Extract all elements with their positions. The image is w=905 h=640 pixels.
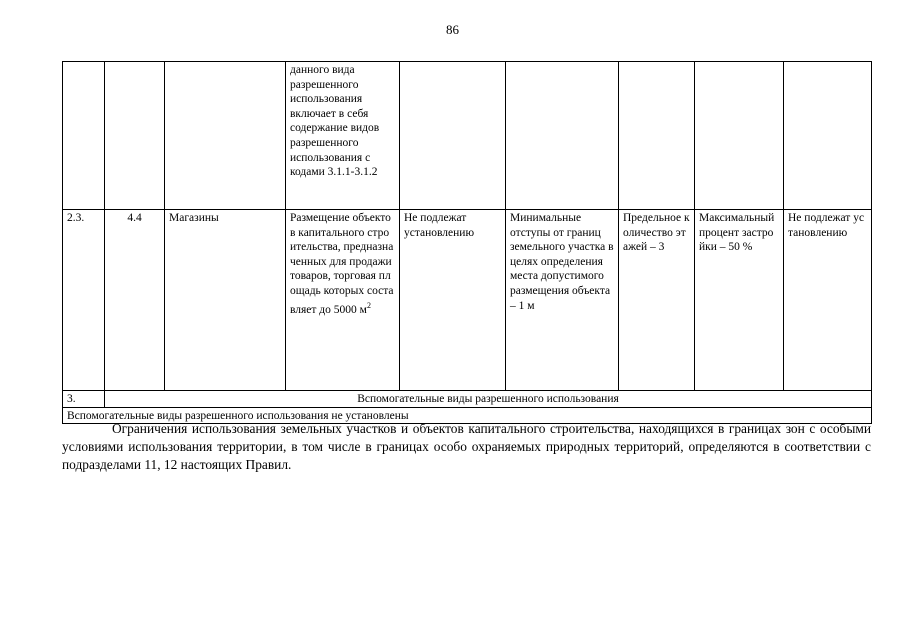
cell-setbacks xyxy=(506,62,619,210)
cell-num xyxy=(63,62,105,210)
paragraph-text: Ограничения использования земельных участков и объектов капитального строительства, находящихся в границах зон с особыми условиями использования территории, в том числе в границах особо охраняемых природных территорий, определяются в соответствии с подразделами 11, 12 настоящих Правил. xyxy=(62,421,871,472)
cell-num: 3. xyxy=(63,391,105,408)
cell-setbacks: Минимальные отступы от границ земельного участка в целях определения места допустимого размещения объекта – 1 м xyxy=(506,210,619,391)
cell-other: Не подлежат установлению xyxy=(784,210,872,391)
cell-floors: Предельное количество этажей – 3 xyxy=(619,210,695,391)
no-auxiliary-uses: Вспомогательные виды разрешенного использования не установлены xyxy=(63,407,872,424)
cell-plot-size xyxy=(400,62,506,210)
cell-floors xyxy=(619,62,695,210)
restrictions-paragraph xyxy=(62,420,871,474)
cell-description: данного вида разрешенного использования включает в себя содержание видов разрешенного использования с кодами 3.1.1-3.1.2 xyxy=(286,62,400,210)
page-number: 86 xyxy=(446,22,459,37)
table-row-2-3 xyxy=(63,210,872,391)
cell-name xyxy=(165,62,286,210)
table-row-continued xyxy=(63,62,872,210)
cell-plot-size: Не подлежат установлению xyxy=(400,210,506,391)
cell-num: 2.3. xyxy=(63,210,105,391)
section-heading: Вспомогательные виды разрешенного использования xyxy=(105,391,872,408)
superscript-2: 2 xyxy=(366,300,371,310)
land-use-table xyxy=(62,61,872,424)
cell-coverage xyxy=(695,62,784,210)
cell-coverage: Максимальный процент застройки – 50 % xyxy=(695,210,784,391)
cell-other xyxy=(784,62,872,210)
cell-code xyxy=(105,62,165,210)
table-row-3 xyxy=(63,391,872,408)
cell-code: 4.4 xyxy=(105,210,165,391)
cell-description xyxy=(286,210,400,391)
description-text: Размещение объектов капитального строительства, предназначенных для продажи товаров, торговая площадь которых составляет до 5000 м xyxy=(290,212,394,316)
cell-name: Магазины xyxy=(165,210,286,391)
